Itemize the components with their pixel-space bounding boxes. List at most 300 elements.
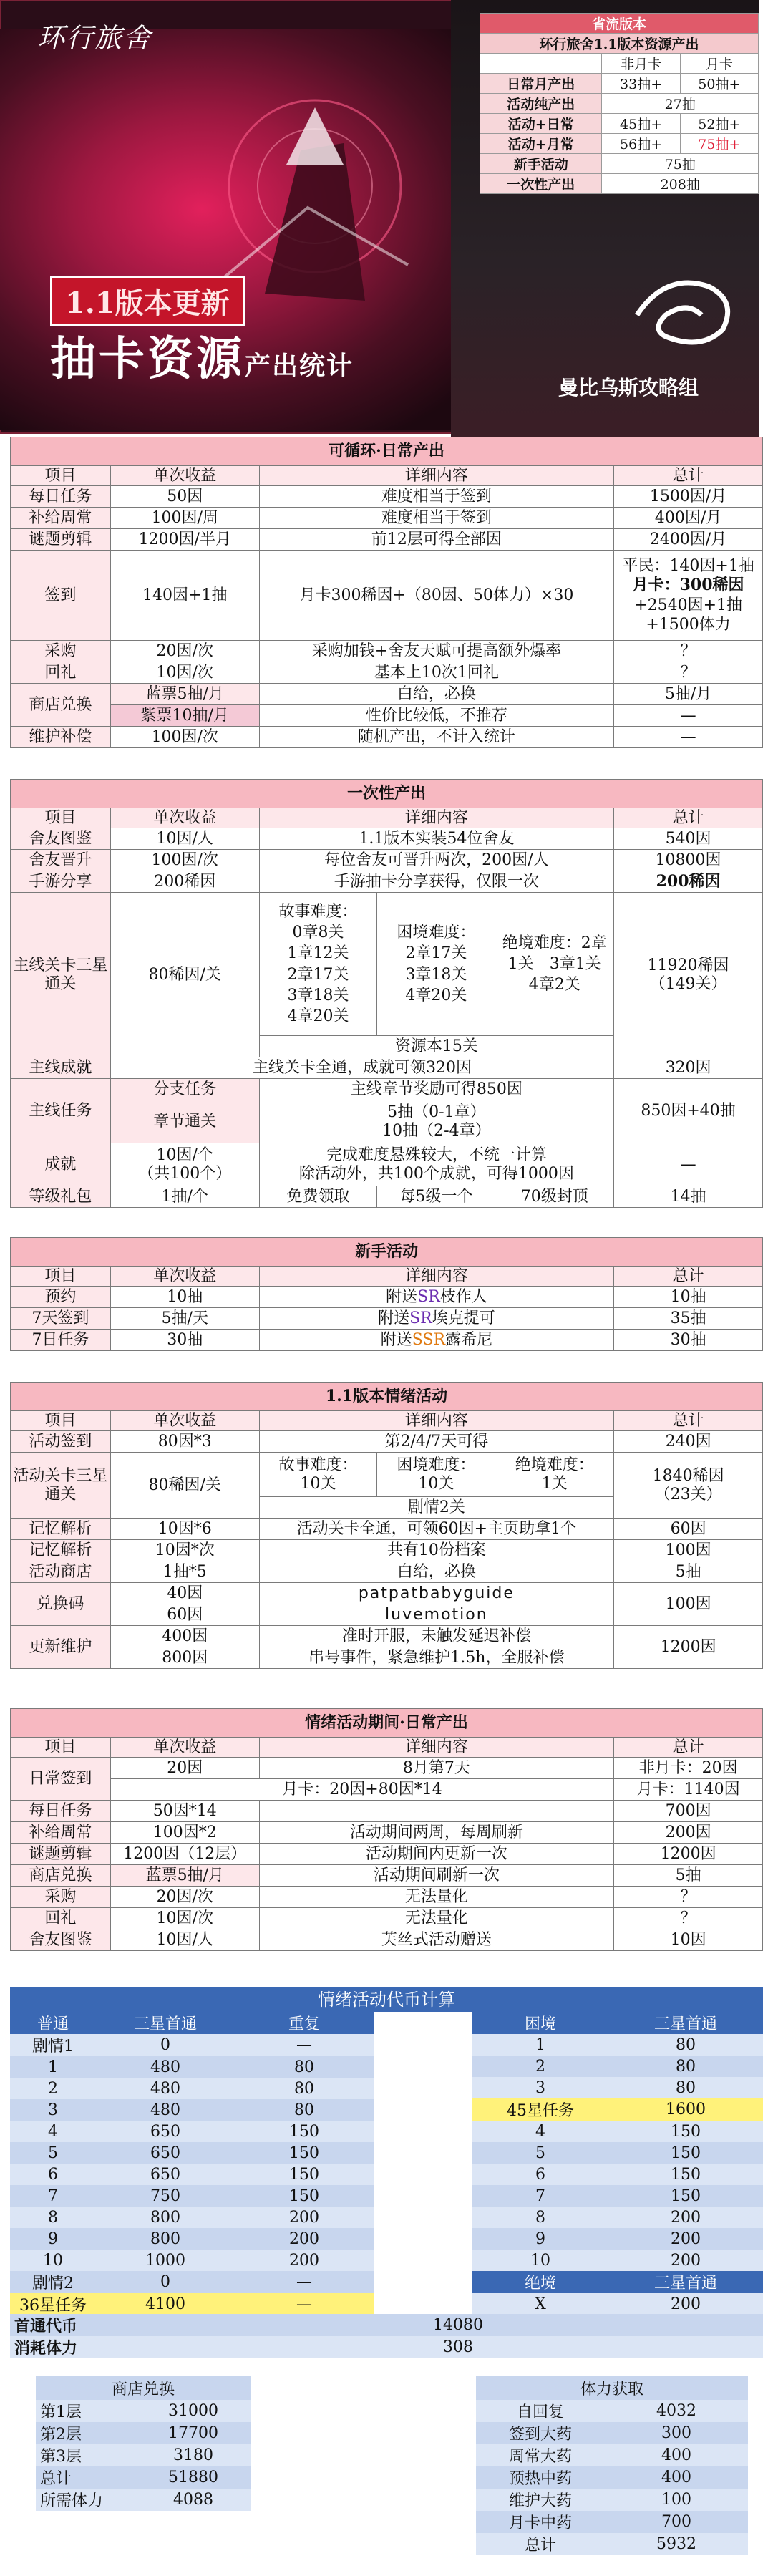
calc-cell: 650 [150,2122,180,2141]
calc-normal-table [10,2012,374,2315]
row-total: 100因 [614,1540,763,1561]
calc-head: 普通 [10,2012,96,2034]
summary-table [480,13,753,194]
calc-cell: 300 [661,2424,691,2442]
row-total: — [614,727,763,748]
calc-cell: 750 [150,2187,180,2205]
team-name: 曼比乌斯攻略组 [558,376,699,400]
row-item: 采购 [11,1887,111,1908]
calc-cell: 80 [294,2079,314,2098]
row-total: 700因 [614,1801,763,1822]
calc-cell: 650 [150,2144,180,2162]
stamina-cost-value: 308 [443,2338,473,2356]
calc-row [36,2466,251,2489]
detail-prefix: 附送 [386,1287,418,1306]
row-gain: 10因/次 [110,1908,259,1929]
row-gain: 10因/人 [110,828,259,850]
first-clear-value: 14080 [433,2316,483,2334]
calc-cell: 200 [671,2295,701,2313]
col-header: 项目 [11,808,111,828]
row-detail [259,1287,614,1308]
calc-head: 重复 [235,2012,374,2034]
row-item: 活动关卡三星通关 [11,1453,111,1519]
row-gain: 分支任务 [110,1079,259,1100]
calc-row [476,2466,748,2489]
section-emotion-event [10,1382,763,1669]
section-event-daily [10,1708,763,1951]
section-title: 情绪活动期间·日常产出 [11,1709,763,1738]
row-item: 回礼 [11,662,111,684]
section-title: 可循环·日常产出 [11,437,763,466]
calc-cell: — [296,2036,312,2054]
calc-row [36,2444,251,2466]
calc-cell: 150 [289,2165,319,2184]
difficulty-extreme: 绝境难度： 1关 [495,1453,614,1497]
row-gain: 10因/次 [110,662,259,684]
row-total: 5抽 [614,1865,763,1887]
row-detail: 无法量化 [259,1908,613,1929]
col-header: 总计 [614,1267,763,1287]
calc-cell: 80 [676,2057,696,2076]
calc-label: 第3层 [40,2448,82,2466]
calc-label: 4 [535,2122,545,2141]
row-detail: 活动期间两周，每周刷新 [259,1822,613,1844]
calc-summary-table [10,2314,763,2358]
row-item: 商店兑换 [11,684,111,727]
row-total: ？ [614,1887,763,1908]
calc-row [476,2422,748,2444]
calc-cell: 5932 [656,2535,696,2553]
calc-row [476,2400,748,2422]
col-header: 总计 [614,808,763,828]
calc-label: 1 [48,2058,58,2076]
row-item: 每日任务 [11,486,111,508]
calc-row [10,2121,374,2142]
calc-row [472,2185,763,2207]
banner-title-main: 抽卡资源 [50,332,245,386]
calc-cell: 800 [150,2208,180,2227]
calc-cell: 80 [676,2035,696,2054]
row-total: 1200因 [614,1626,763,1669]
signin-total-line: +1500体力 [646,616,731,634]
calc-row [472,2164,763,2185]
row-gain: 1抽/个 [110,1186,259,1208]
calc-label: 剧情1 [32,2038,74,2056]
row-total: 5抽/月 [614,684,763,705]
row-total: 100因 [614,1583,763,1626]
row-total: — [614,1143,763,1186]
calc-row [472,2056,763,2077]
calc-cell: 17700 [168,2424,218,2442]
calc-cell: 0 [160,2273,170,2291]
row-item: 手游分享 [11,871,111,893]
calc-cell: 400 [661,2469,691,2487]
col-header: 详细内容 [259,1411,614,1431]
row-item: 活动商店 [11,1561,111,1583]
row-detail: 第2/4/7天可得 [259,1431,614,1453]
calc-row [472,2098,763,2121]
row-gain: 400因 [110,1626,259,1647]
calc-row [10,2271,374,2293]
section-recurring-daily [10,437,763,748]
calc-cell: 200 [671,2251,701,2270]
calc-cell: 200 [289,2251,319,2270]
col-header: 单次收益 [110,1267,259,1287]
calc-cell: 800 [150,2229,180,2248]
summary-cell: 56抽+ [602,134,680,154]
calc-cell: 150 [671,2187,701,2205]
shop-title: 商店兑换 [36,2376,251,2400]
col-header: 总计 [614,1411,763,1431]
calc-label: 4 [48,2122,58,2141]
col-header: 详细内容 [259,808,614,828]
calc-row [10,2078,374,2099]
calc-label: 7 [535,2187,545,2205]
first-clear-label: 首通代币 [14,2317,78,2335]
banner-title-sub: 产出统计 [245,351,354,381]
row-gain: 80因*3 [110,1431,259,1453]
row-gain: 100因/周 [110,508,259,529]
section-title: 新手活动 [11,1238,763,1267]
calc-title: 情绪活动代币计算 [10,1987,763,2012]
row-item: 采购 [11,641,111,662]
row-gain: 200稀因 [110,871,259,893]
row-gain: 100因/次 [110,850,259,871]
row-gain: 100因/次 [110,727,259,748]
summary-cell: 208抽 [602,174,753,194]
row-gain: 40因 [110,1583,259,1604]
calc-row [472,2228,763,2250]
calc-label: 2 [535,2057,545,2076]
signin-total-line: +2540因+1抽 [634,596,742,614]
col-header: 详细内容 [259,1267,614,1287]
calc-cell: 150 [289,2144,319,2162]
col-header: 总计 [614,1738,763,1758]
difficulty-story: 故事难度： 10关 [259,1453,377,1497]
col-header: 单次收益 [110,1411,259,1431]
calc-label: 自回复 [516,2403,564,2421]
stamina-title: 体力获取 [476,2376,748,2400]
row-item: 兑换码 [11,1583,111,1626]
row-gain: 20因/次 [110,1887,259,1908]
row-item: 记忆解析 [11,1519,111,1540]
calc-cell: 200 [671,2229,701,2248]
section-one-time [10,779,763,1208]
row-detail: 活动期间刷新一次 [259,1865,613,1887]
row-gain: 1200因（12层） [110,1844,259,1865]
row-gain: 10抽 [110,1287,259,1308]
calc-cell: 80 [294,2058,314,2076]
calc-cell: — [235,2293,374,2315]
row-detail: 主线关卡全通，成就可领320因 [110,1057,613,1079]
rarity-tag: SSR [412,1330,446,1349]
row-detail: 无法量化 [259,1887,613,1908]
summary-cell: 27抽 [602,94,753,114]
row-gain: 80稀因/关 [110,1453,259,1519]
calc-cell: 51880 [168,2469,218,2487]
summary-cell: 75抽 [602,154,753,174]
calc-head: 困境 [472,2012,608,2034]
row-detail: 难度相当于签到 [259,486,613,508]
calc-row [10,2250,374,2271]
row-detail: 免费领取 [259,1186,377,1208]
calc-label: 6 [535,2165,545,2184]
row-gain: 10因*6 [110,1519,259,1540]
calc-row [476,2511,748,2533]
calc-cell: 0 [160,2036,170,2054]
summary-row-label: 日常月产出 [480,74,602,94]
row-gain: 蓝票5抽/月 [110,684,259,705]
calc-label: 9 [48,2229,58,2248]
calc-label: 第1层 [40,2403,82,2421]
row-gain: 140因+1抽 [110,551,259,641]
calc-label: 8 [535,2208,545,2227]
calc-cell: 480 [150,2079,180,2098]
row-total: ？ [614,641,763,662]
row-gain: 蓝票5抽/月 [110,1865,259,1887]
row-detail: 完成难度悬殊较大，不统一计算 除活动外，共100个成就，可得1000因 [259,1143,614,1186]
row-item: 谜题剪辑 [11,1844,111,1865]
row-gain: 1200因/半月 [110,529,259,551]
row-detail: 准时开服，未触发延迟补偿 [259,1626,614,1647]
row-total: — [614,705,763,727]
calc-cell: X [535,2295,546,2313]
row-item: 维护补偿 [11,727,111,748]
calc-row [472,2207,763,2228]
calc-label: 45星任务 [472,2098,608,2121]
row-total: 2400因/月 [614,529,763,551]
calc-cell: 150 [289,2187,319,2205]
calc-cell: 700 [661,2513,691,2531]
stamina-cost-label: 消耗体力 [14,2339,78,2358]
calc-label: 10 [43,2251,63,2270]
row-detail: 基本上10次1回礼 [259,662,613,684]
calc-label: 总计 [40,2470,72,2488]
calc-label: 3 [535,2078,545,2097]
row-gain: 月卡：20因+80因*14 [110,1779,613,1801]
signin-total-line: 平民：140因+1抽 [622,556,754,575]
row-gain: 60因 [110,1604,259,1626]
row-gain: 1抽*5 [110,1561,259,1583]
calc-head: 三星首通 [608,2012,763,2034]
col-header: 总计 [614,466,763,486]
row-detail: 主线章节奖励可得850因 [259,1079,614,1100]
calc-row [10,2228,374,2250]
calc-label: 周常大药 [508,2448,572,2466]
calc-label: 10 [530,2251,550,2270]
banner-image [0,0,753,434]
character-name: 枝作人 [439,1287,487,1306]
redeem-code: luvemotion [259,1604,614,1626]
row-total: 850因+40抽 [614,1079,763,1143]
row-item: 舍友图鉴 [11,1929,111,1951]
row-gain: 50因 [110,486,259,508]
calc-head: 三星首通 [608,2271,763,2293]
row-item: 主线成就 [11,1057,111,1079]
row-item: 预约 [11,1287,111,1308]
calc-label: 2 [48,2079,58,2098]
row-detail [259,1801,613,1822]
row-item: 谜题剪辑 [11,529,111,551]
row-total: 11920稀因 （149关） [614,893,763,1057]
row-total: 10800因 [614,850,763,871]
calc-row [476,2444,748,2466]
row-gain: 紫票10抽/月 [110,705,259,727]
row-gain: 30抽 [110,1330,259,1351]
row-item: 主线任务 [11,1079,111,1143]
row-gain: 50因*14 [110,1801,259,1822]
row-detail: 性价比较低，不推荐 [259,705,613,727]
summary-row-label: 活动+月常 [480,134,602,154]
row-detail: 5抽（0-1章） 10抽（2-4章） [259,1100,614,1143]
calc-label: 7 [48,2187,58,2205]
difficulty-story: 故事难度： 0章8关 1章12关 2章17关 3章18关 4章20关 [259,893,377,1036]
row-total: 400因/月 [614,508,763,529]
row-total: 200因 [614,1822,763,1844]
row-item: 签到 [11,551,111,641]
row-detail: 采购加钱+舍友天赋可提高额外爆率 [259,641,613,662]
row-detail: 前12层可得全部因 [259,529,613,551]
row-gain: 10因/人 [110,1929,259,1951]
summary-col: 非月卡 [602,54,680,74]
calc-row [476,2533,748,2555]
section-title: 一次性产出 [11,780,763,808]
row-detail: 每位舍友可晋升两次，200因/人 [259,850,614,871]
redeem-code: patpatbabyguide [259,1583,614,1604]
calc-row [476,2489,748,2511]
calc-cell: 150 [671,2144,701,2162]
calc-cell: 480 [150,2058,180,2076]
summary-cell: 75抽+ [680,134,753,154]
summary-row-label: 一次性产出 [480,174,602,194]
row-gain: 10因*次 [110,1540,259,1561]
rarity-tag: SR [409,1309,432,1327]
calc-label: 月卡中药 [508,2514,572,2532]
calc-row [472,2034,763,2056]
row-total: 35抽 [614,1308,763,1330]
row-detail: 70级封顶 [495,1186,614,1208]
calc-row [10,2142,374,2164]
summary-col [480,54,602,74]
calc-cell: 80 [676,2078,696,2097]
calc-cell: 4032 [656,2402,696,2420]
row-total: 320因 [614,1057,763,1079]
summary-cell: 50抽+ [680,74,753,94]
calc-cell: 3180 [173,2446,213,2464]
col-header: 项目 [11,1267,111,1287]
calc-hard-table [472,2012,763,2315]
row-item: 舍友图鉴 [11,828,111,850]
row-total: 200稀因 [614,871,763,893]
calc-head: 绝境 [472,2271,608,2293]
col-header: 详细内容 [259,466,613,486]
calc-row [472,2121,763,2142]
row-gain: 章节通关 [110,1100,259,1143]
calc-label: 36星任务 [10,2293,96,2315]
row-total: 1500因/月 [614,486,763,508]
summary-row-label: 活动纯产出 [480,94,602,114]
summary-header: 省流版本 [480,14,754,34]
calc-label: 5 [535,2144,545,2162]
difficulty-hard: 困境难度： 2章17关 3章18关 4章20关 [377,893,495,1036]
calc-cell: 400 [661,2446,691,2464]
calc-cell: 150 [671,2165,701,2184]
row-total: ？ [614,1908,763,1929]
summary-cell: 45抽+ [602,114,680,134]
calc-cell: 150 [671,2122,701,2141]
row-detail [259,1330,614,1351]
calc-label: 3 [48,2101,58,2119]
calc-row [10,2099,374,2121]
calc-cell: 4088 [173,2491,213,2509]
calc-cell: 200 [289,2208,319,2227]
row-detail: 活动期间内更新一次 [259,1844,613,1865]
calc-label: 8 [48,2208,58,2227]
col-header: 详细内容 [259,1738,613,1758]
difficulty-extreme: 绝境难度：2章1关 3章1关 4章2关 [495,893,614,1036]
row-total: 非月卡：20因 [614,1758,763,1779]
row-item: 7天签到 [11,1308,111,1330]
calc-cell: 1000 [145,2251,185,2270]
row-detail: 串号事件，紧急维护1.5h，全服补偿 [259,1647,614,1669]
row-item: 等级礼包 [11,1186,111,1208]
difficulty-hard: 困境难度： 10关 [377,1453,495,1497]
row-item: 成就 [11,1143,111,1186]
calc-cell: 100 [661,2491,691,2509]
calc-label: 所需体力 [40,2492,104,2510]
row-total: 月卡：1140因 [614,1779,763,1801]
calc-label: 9 [535,2229,545,2248]
row-total-signin [614,551,763,641]
summary-col: 月卡 [680,54,753,74]
row-detail: 共有10份档案 [259,1540,614,1561]
section-title: 1.1版本情绪活动 [11,1383,763,1411]
row-total: 5抽 [614,1561,763,1583]
calc-cell: 200 [671,2208,701,2227]
row-gain: 20因 [110,1758,259,1779]
calc-row [36,2489,251,2511]
row-item: 回礼 [11,1908,111,1929]
calc-row [472,2250,763,2271]
calc-label: 维护大药 [508,2492,572,2510]
summary-row-label: 新手活动 [480,154,602,174]
row-total: 10因 [614,1929,763,1951]
calc-cell: 200 [289,2229,319,2248]
calc-row [10,2056,374,2078]
row-total: ？ [614,662,763,684]
calc-label: 预热中药 [508,2470,572,2488]
summary-subheader: 环行旅舍1.1版本资源产出 [480,34,754,54]
row-detail: 资源本15关 [259,1036,614,1057]
calc-row [36,2400,251,2422]
signin-total-line: 月卡：300稀因 [632,576,744,594]
calc-row [10,2293,374,2315]
calc-cell: 650 [150,2165,180,2184]
row-detail: 月卡300稀因+（80因、50体力）×30 [259,551,613,641]
row-item: 主线关卡三星通关 [11,893,111,1057]
col-header: 单次收益 [110,466,259,486]
col-header: 单次收益 [110,1738,259,1758]
calc-cell: 1600 [608,2098,763,2121]
stamina-table [476,2376,748,2555]
row-item: 补给周常 [11,508,111,529]
row-gain: 800因 [110,1647,259,1669]
calc-head: 三星首通 [96,2012,235,2034]
row-total: 14抽 [614,1186,763,1208]
row-total: 1840稀因 （23关） [614,1453,763,1519]
summary-cell: 52抽+ [680,114,753,134]
row-item: 每日任务 [11,1801,111,1822]
